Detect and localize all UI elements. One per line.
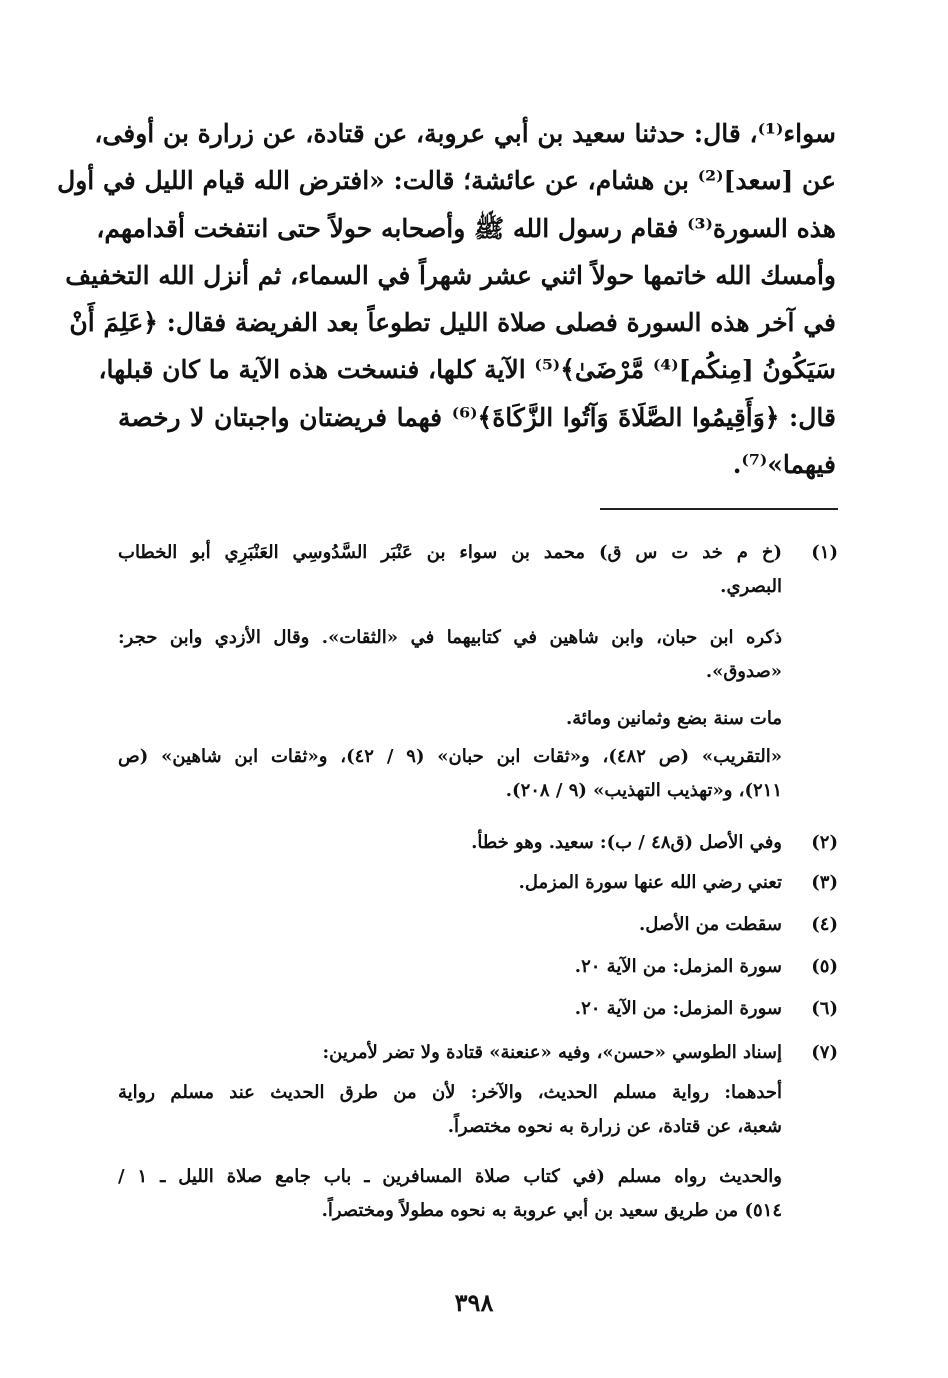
main-text-line: وأمسك الله خاتمها حولاً اثني عشر شهراً في السماء، ثم أنزل الله التخفيف bbox=[65, 260, 836, 290]
footnote-1 bbox=[118, 536, 838, 604]
main-text-line: عن [سعد]⁽²⁾ بن هشام، عن عائشة؛ قالت: «افترض الله قيام الليل في أول bbox=[57, 166, 836, 196]
footnote-line: البصري. bbox=[720, 576, 782, 597]
footnote-number: (٣) bbox=[811, 872, 838, 893]
footnote-7-paragraph bbox=[118, 1160, 782, 1228]
footnote-number: (٦) bbox=[811, 998, 838, 1019]
footnote-separator bbox=[600, 508, 838, 510]
footnote-line: سقطت من الأصل. bbox=[639, 914, 782, 935]
footnote-line: «التقريب» (ص ٤٨٢)، و«ثقات ابن حبان» (٩ / ٤٢)، و«ثقات ابن شاهين» (ص bbox=[118, 746, 783, 767]
footnote-6 bbox=[118, 992, 838, 1026]
footnote-number: (١) bbox=[811, 542, 838, 563]
footnote-line: ذكره ابن حبان، وابن شاهين في كتابيهما في «الثقات». وقال الأزدي وابن حجر: bbox=[118, 627, 782, 648]
footnote-line: سورة المزمل: من الآية ٢٠. bbox=[574, 956, 782, 977]
footnote-line: والحديث رواه مسلم (في كتاب صلاة المسافرين ـ باب جامع صلاة الليل ـ ١ / bbox=[118, 1166, 782, 1187]
main-text-line: في آخر هذه السورة فصلى صلاة الليل تطوعاً بعد الفريضة فقال: ﴿عَلِمَ أَنْ bbox=[69, 308, 836, 338]
footnote-line: «صدوق». bbox=[705, 661, 782, 682]
main-text-line: قال: ﴿وَأَقِيمُوا الصَّلَاةَ وَآتُوا الزَّكَاةَ﴾⁽⁶⁾ فهما فريضتان واجبتان لا رخصة bbox=[118, 402, 836, 432]
footnote-line: أحدهما: رواية مسلم الحديث، والآخر: لأن من طرق الحديث عند مسلم رواية bbox=[118, 1082, 782, 1103]
main-text-line: هذه السورة⁽³⁾ فقام رسول الله ﷺ وأصحابه حولاً حتى انتفخت أقدامهم، bbox=[96, 213, 836, 243]
footnote-1-paragraph bbox=[118, 702, 782, 736]
footnote-1-paragraph bbox=[118, 740, 782, 808]
footnote-line: مات سنة بضع وثمانين ومائة. bbox=[566, 708, 782, 729]
page-number: ٣٩٨ bbox=[454, 1288, 494, 1317]
footnote-2 bbox=[118, 826, 838, 860]
main-text-line: سَيَكُونُ [مِنكُم]⁽⁴⁾ مَّرْضَىٰ﴾⁽⁵⁾ الآية كلها، فنسخت هذه الآية ما كان قبلها، bbox=[98, 355, 836, 385]
footnote-line: وفي الأصل (ق٤٨ / ب): سعيد. وهو خطأ. bbox=[471, 832, 782, 853]
footnote-number: (٧) bbox=[811, 1042, 838, 1063]
footnote-number: (٤) bbox=[811, 914, 838, 935]
main-text-block bbox=[57, 110, 836, 488]
footnote-3 bbox=[118, 866, 838, 900]
footnote-7-paragraph bbox=[118, 1076, 782, 1144]
main-text-line: سواء⁽¹⁾، قال: حدثنا سعيد بن أبي عروبة، عن قتادة، عن زرارة بن أوفى، bbox=[94, 119, 836, 148]
footnote-line: شعبة، عن قتادة، عن زرارة به نحوه مختصراً. bbox=[447, 1116, 782, 1137]
footnote-number: (٥) bbox=[811, 956, 838, 977]
footnote-line: إسناد الطوسي «حسن»، وفيه «عنعنة» قتادة ولا تضر لأمرين: bbox=[322, 1042, 782, 1063]
footnote-line: تعني رضي الله عنها سورة المزمل. bbox=[518, 872, 782, 893]
footnote-1-paragraph bbox=[118, 621, 782, 689]
footnote-line: ٥١٤) من طريق سعيد بن أبي عروبة به نحوه مطولاً ومختصراً. bbox=[321, 1200, 782, 1221]
footnote-line: (خ م خد ت س ق) محمد بن سواء بن عَنْبَر السَّدُوسِي العَنْبَرِي أبو الخطاب bbox=[118, 542, 782, 563]
footnote-4 bbox=[118, 908, 838, 942]
footnote-7 bbox=[118, 1036, 838, 1070]
footnote-line: ٢١١)، و«تهذيب التهذيب» (٩ / ٢٠٨). bbox=[505, 780, 782, 801]
footnote-number: (٢) bbox=[811, 832, 838, 853]
footnote-5 bbox=[118, 950, 838, 984]
footnote-line: سورة المزمل: من الآية ٢٠. bbox=[574, 998, 782, 1019]
main-text-line: فيهما»⁽⁷⁾. bbox=[732, 450, 836, 480]
